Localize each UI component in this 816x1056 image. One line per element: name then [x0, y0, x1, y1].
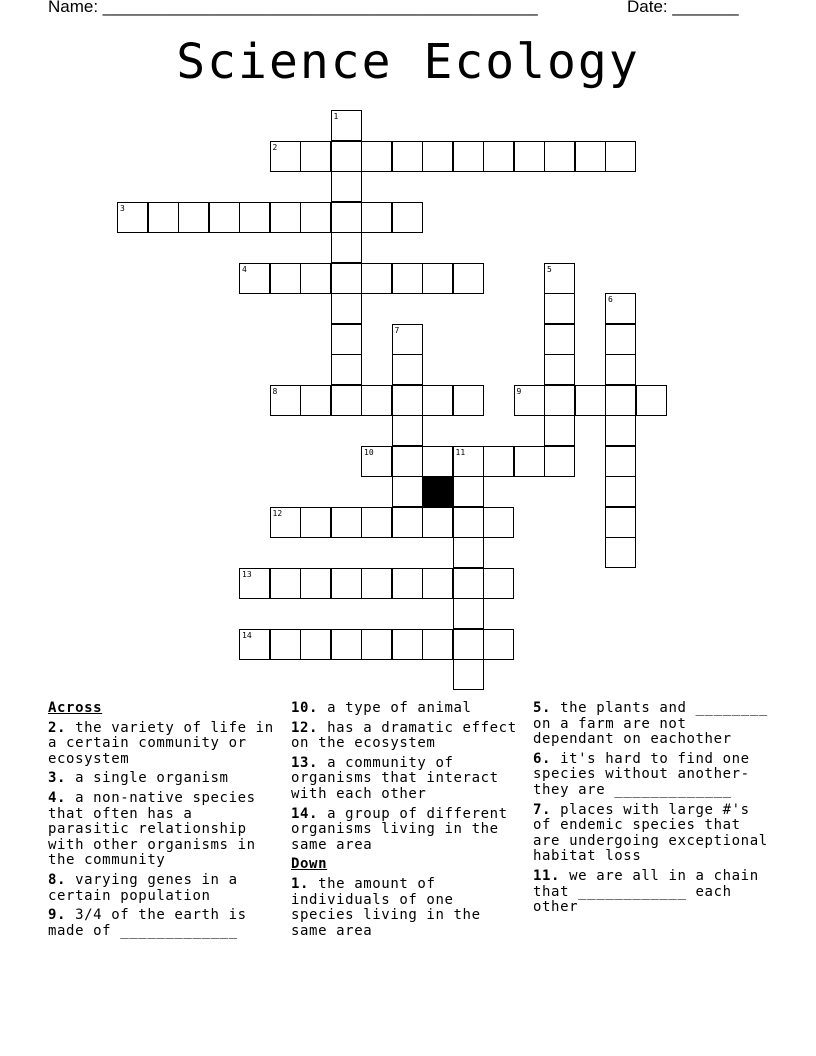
grid-cell[interactable] [270, 385, 301, 416]
date-field-label: Date: _______ [627, 0, 739, 16]
across-heading: Across [48, 700, 103, 716]
grid-cell[interactable] [300, 629, 331, 660]
grid-cell[interactable] [483, 629, 514, 660]
grid-cell[interactable] [239, 202, 270, 233]
cell-number: 7 [394, 325, 400, 335]
grid-cell[interactable] [239, 629, 270, 660]
grid-cell[interactable] [392, 324, 423, 355]
grid-cell[interactable] [605, 507, 636, 538]
grid-cell[interactable] [270, 202, 301, 233]
grid-cell[interactable] [605, 415, 636, 446]
grid-cell[interactable] [331, 324, 362, 355]
cell-number: 10 [364, 447, 374, 457]
cell-number: 11 [455, 447, 466, 457]
grid-cell[interactable] [636, 385, 667, 416]
clue-across-14: 14. a group of different organisms living in the same area [291, 805, 508, 853]
grid-cell[interactable] [544, 385, 575, 416]
grid-cell[interactable] [392, 354, 423, 385]
grid-cell[interactable] [178, 202, 209, 233]
grid-cell[interactable] [270, 568, 301, 599]
grid-cell[interactable] [453, 629, 484, 660]
grid-cell[interactable] [575, 385, 606, 416]
grid-cell[interactable] [361, 568, 392, 599]
cell-number: 9 [516, 386, 522, 396]
grid-cell[interactable] [300, 141, 331, 172]
puzzle-title: Science Ecology [176, 34, 640, 90]
grid-cell[interactable] [270, 141, 301, 172]
cell-number: 5 [547, 264, 552, 274]
grid-cell[interactable] [239, 263, 270, 294]
grid-cell[interactable] [575, 141, 606, 172]
grid-cell[interactable] [483, 568, 514, 599]
grid-cell[interactable] [422, 446, 453, 477]
grid-cell[interactable] [605, 324, 636, 355]
grid-cell[interactable] [453, 568, 484, 599]
grid-cell[interactable] [331, 568, 362, 599]
grid-cell[interactable] [117, 202, 148, 233]
grid-cell[interactable] [605, 446, 636, 477]
grid-cell[interactable] [392, 629, 423, 660]
cell-number: 12 [272, 508, 283, 518]
grid-cell[interactable] [544, 293, 575, 324]
grid-cell[interactable] [544, 324, 575, 355]
grid-cell[interactable] [361, 202, 392, 233]
grid-cell[interactable] [453, 385, 484, 416]
grid-cell[interactable] [300, 568, 331, 599]
grid-cell[interactable] [331, 232, 362, 263]
down-heading: Down [291, 856, 328, 873]
clue-across-3: 3. a single organism [48, 770, 229, 787]
grid-cell[interactable] [361, 385, 392, 416]
grid-cell[interactable] [605, 537, 636, 568]
grid-cell[interactable] [392, 415, 423, 446]
grid-cell[interactable] [331, 171, 362, 202]
grid-cell[interactable] [453, 598, 484, 629]
clue-across-2: 2. the variety of life in a certain community or ecosystem [48, 719, 274, 767]
grid-cell[interactable] [453, 659, 484, 690]
cell-number: 13 [242, 569, 252, 579]
grid-cell[interactable] [331, 507, 362, 538]
grid-cell[interactable] [331, 385, 362, 416]
grid-cell[interactable] [331, 110, 362, 141]
clues-column-1 [48, 701, 280, 943]
grid-cell[interactable] [544, 415, 575, 446]
grid-cell[interactable] [331, 202, 362, 233]
cell-number: 4 [242, 264, 247, 274]
grid-cell[interactable] [605, 385, 636, 416]
name-field-label: Name: ______________________________________________ [48, 0, 538, 16]
grid-cell[interactable] [544, 446, 575, 477]
clue-down-11: 11. we are all in a chain that ____________ each other [533, 867, 759, 916]
grid-cell[interactable] [361, 629, 392, 660]
grid-cell[interactable] [453, 446, 484, 477]
grid-cell[interactable] [422, 507, 453, 538]
grid-cell[interactable] [605, 354, 636, 385]
clue-down-5: 5. the plants and ________ on a farm are not dependant on eachother [533, 700, 768, 748]
grid-cell[interactable] [392, 476, 423, 507]
grid-cell[interactable] [514, 446, 545, 477]
grid-cell[interactable] [300, 385, 331, 416]
grid-cell[interactable] [605, 293, 636, 324]
grid-cell[interactable] [300, 507, 331, 538]
grid-cell[interactable] [453, 476, 484, 507]
grid-cell[interactable] [544, 263, 575, 294]
clue-across-10: 10. a type of animal [291, 700, 472, 716]
grid-cell[interactable] [544, 141, 575, 172]
grid-cell[interactable] [483, 446, 514, 477]
cell-number: 3 [120, 203, 125, 213]
clue-across-13: 13. a community of organisms that interact with each other [291, 754, 499, 802]
grid-cell[interactable] [392, 263, 423, 294]
clue-down-1: 1. the amount of individuals of one species living in the same area [291, 875, 481, 939]
grid-cell[interactable] [300, 202, 331, 233]
cell-number: 2 [272, 142, 278, 152]
grid-cell[interactable] [605, 141, 636, 172]
clues-column-2 [291, 701, 523, 943]
grid-cell[interactable] [270, 263, 301, 294]
clue-across-4: 4. a non-native species that often has a parasitic relationship with other organisms in the community [48, 789, 256, 869]
cell-number: 8 [272, 386, 278, 396]
grid-cell[interactable] [453, 507, 484, 538]
clue-down-7: 7. places with large #'s of endemic species that are undergoing exceptional habitat loss [533, 801, 768, 865]
grid-cell[interactable] [331, 141, 362, 172]
blocked-cell [422, 476, 453, 507]
grid-cell[interactable] [544, 354, 575, 385]
grid-cell[interactable] [331, 354, 362, 385]
grid-cell[interactable] [392, 385, 423, 416]
grid-cell[interactable] [392, 141, 423, 172]
grid-cell[interactable] [392, 568, 423, 599]
grid-cell[interactable] [392, 202, 423, 233]
cell-number: 6 [608, 295, 613, 304]
grid-cell[interactable] [148, 202, 179, 233]
grid-cell[interactable] [483, 507, 514, 538]
grid-cell[interactable] [270, 507, 301, 538]
grid-cell[interactable] [453, 263, 484, 294]
grid-cell[interactable] [361, 263, 392, 294]
grid-cell[interactable] [331, 263, 362, 294]
clues-column-3 [533, 701, 769, 920]
grid-cell[interactable] [483, 141, 514, 172]
grid-cell[interactable] [422, 629, 453, 660]
clue-down-6: 6. it's hard to find one species without another- they are _____________ [533, 750, 750, 798]
grid-cell[interactable] [270, 629, 301, 660]
grid-cell[interactable] [361, 446, 392, 477]
grid-cell[interactable] [453, 141, 484, 172]
grid-cell[interactable] [361, 141, 392, 172]
grid-cell[interactable] [422, 141, 453, 172]
grid-cell[interactable] [392, 507, 423, 538]
grid-cell[interactable] [422, 568, 453, 599]
clue-across-8: 8. varying genes in a certain population [48, 871, 238, 904]
grid-cell[interactable] [514, 141, 545, 172]
grid-cell[interactable] [392, 446, 423, 477]
grid-cell[interactable] [209, 202, 240, 233]
clue-across-12: 12. has a dramatic effect on the ecosystem [291, 719, 517, 752]
cell-number: 14 [242, 630, 252, 640]
clue-across-9: 9. 3/4 of the earth is made of _____________ [48, 907, 247, 939]
grid-cell[interactable] [422, 385, 453, 416]
cell-number: 1 [333, 112, 339, 121]
grid-cell[interactable] [514, 385, 545, 416]
grid-cell[interactable] [300, 263, 331, 294]
grid-cell[interactable] [422, 263, 453, 294]
grid-cell[interactable] [605, 476, 636, 507]
grid-cell[interactable] [361, 507, 392, 538]
grid-cell[interactable] [453, 537, 484, 568]
grid-cell[interactable] [331, 293, 362, 324]
grid-cell[interactable] [239, 568, 270, 599]
grid-cell[interactable] [331, 629, 362, 660]
